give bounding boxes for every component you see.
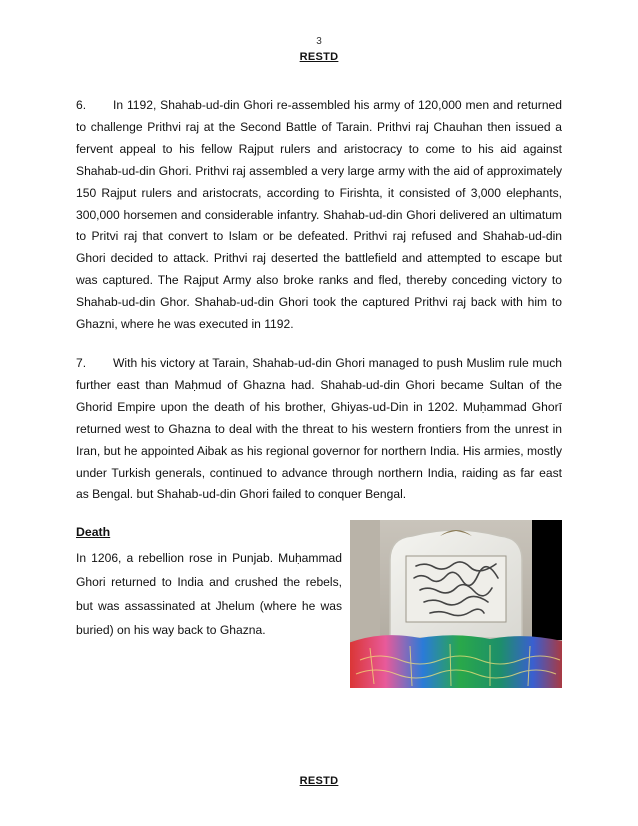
wall-left: [350, 520, 380, 640]
paragraph-7-number: 7.: [76, 356, 87, 370]
paragraph-7: [76, 353, 562, 506]
paragraph-7-text: With his victory at Tarain, Shahab-ud-din Ghori managed to push Muslim rule much further east than Maḥmud of Ghazna had. Shahab-ud-din Ghori became Sultan of the Ghorid Empire upon the death of his brother, Ghiyas-ud-Din in 1202. Muḥammad Ghorī returned west to Ghazna to deal with the threat to his western frontiers from the unrest in Iran, but he appointed Aibak as his regional governor for northern India. His armies, mostly under Turkish generals, continued to advance through northern India, raiding as far east as Bengal. but Shahab-ud-din Ghori failed to conquer Bengal.: [76, 356, 562, 502]
paragraph-6-number: 6.: [76, 98, 87, 112]
paragraph-6: [76, 95, 562, 336]
paragraph-6-text: In 1192, Shahab-ud-din Ghori re-assembled his army of 120,000 men and returned to challenge Prithvi raj at the Second Battle of Tarain. Prithvi raj Chauhan then issued a fervent appeal to his fellow Rajput rulers and aristocracy to come to his aid against Shahab-ud-din Ghori. Prithvi raj assembled a very large army with the aid of approximately 150 Rajput rulers and aristocrats, according to Firishta, it consisted of 3,000 elephants, 300,000 horsemen and considerable infantry. Shahab-ud-din Ghori delivered an ultimatum to Pritvi raj that convert to Islam or be defeated. Prithvi raj refused and Shahab-ud-din Ghori decided to attack. Prithvi raj deserted the battlefield and attempted to escape but was captured. The Rajput Army also broke ranks and fled, thereby conceding victory to Shahab-ud-din Ghor. Shahab-ud-din Ghori took the captured Prithvi raj back with him to Ghazni, where he was executed in 1192.: [76, 98, 562, 332]
page-number: 3: [316, 36, 322, 47]
death-paragraph: In 1206, a rebellion rose in Punjab. Muḥammad Ghori returned to India and crushed the rebels, but was assassinated at Jhelum (where he was buried) on his way back to Ghazna.: [76, 551, 342, 637]
classification-footer: RESTD: [299, 775, 339, 787]
wall-right: [532, 520, 562, 640]
classification-header: RESTD: [299, 51, 339, 63]
tomb-photo: [350, 520, 562, 688]
death-heading: Death: [76, 525, 111, 539]
tomb-cloth: [350, 635, 562, 688]
